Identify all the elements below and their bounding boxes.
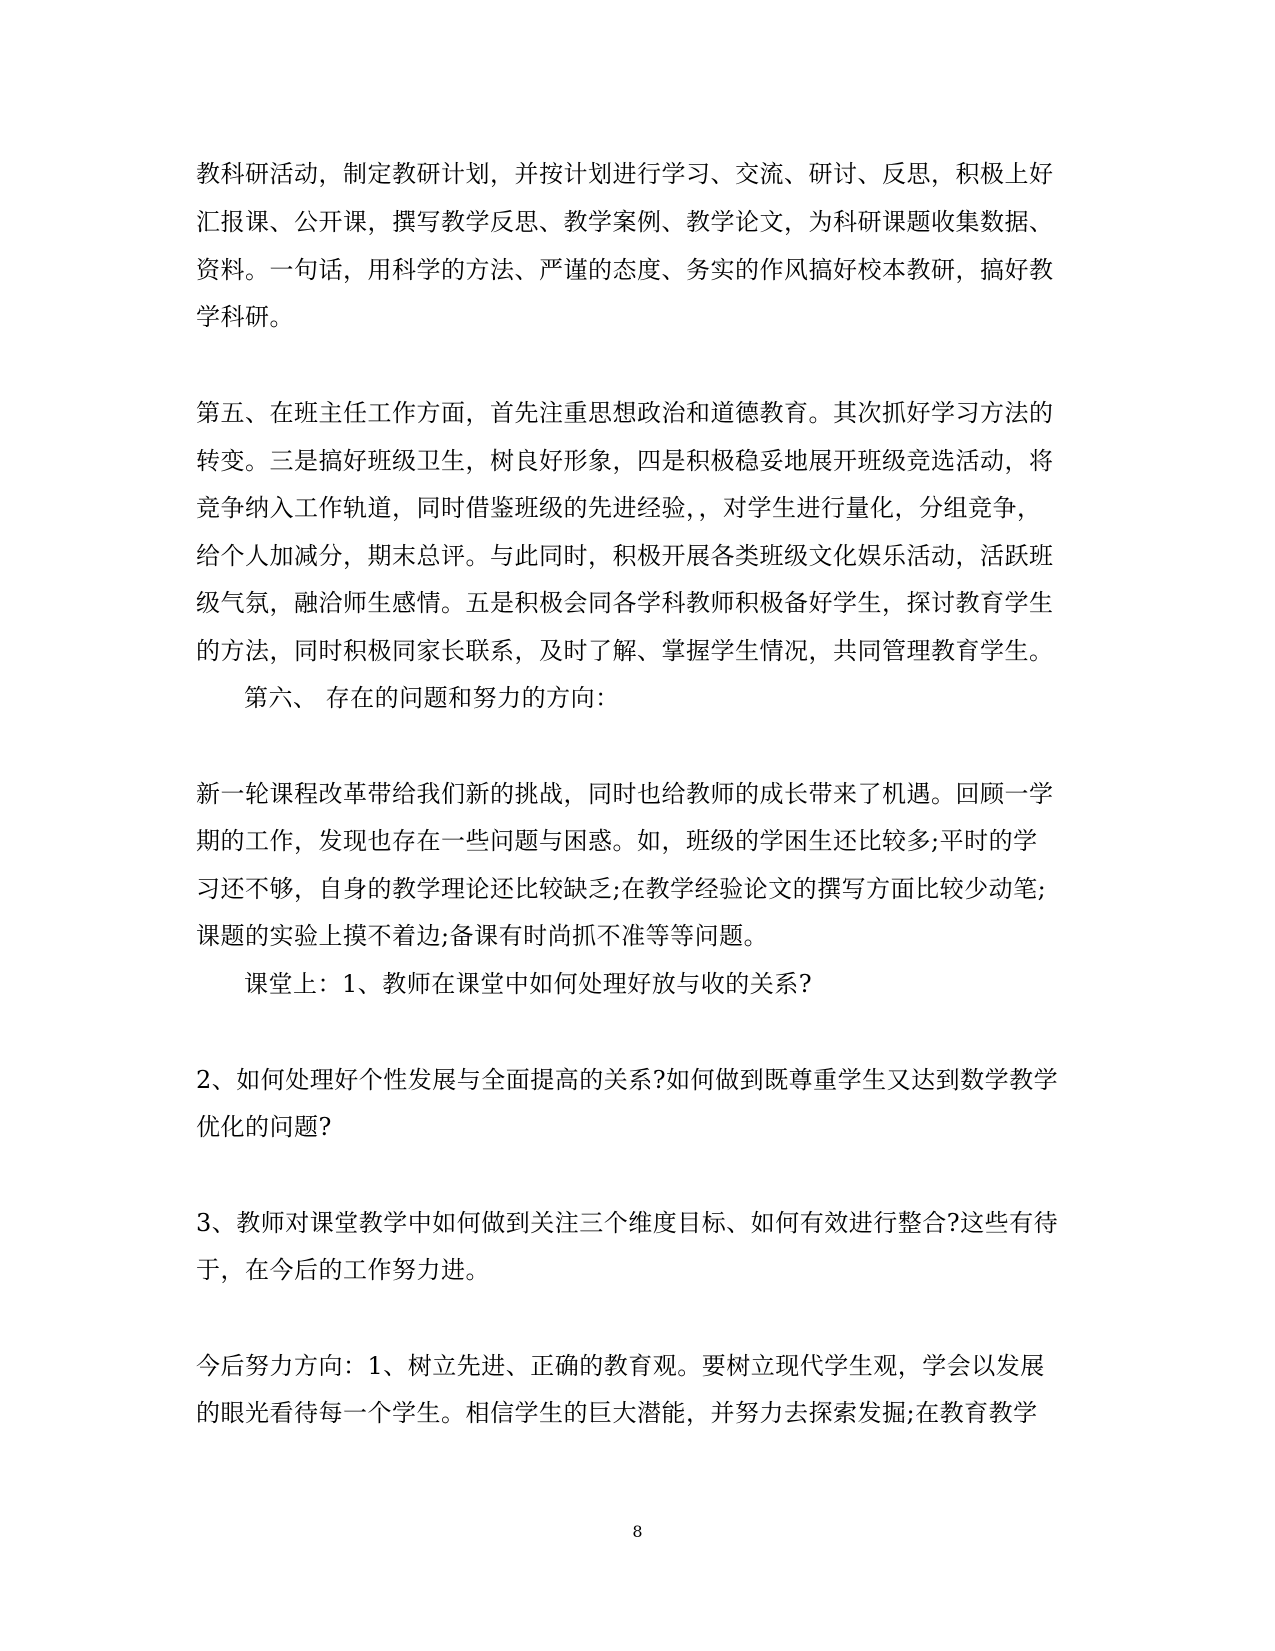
text-line: 给个人加减分，期末总评。与此同时，积极开展各类班级文化娱乐活动，活跃班: [196, 542, 1054, 570]
text-line: 级气氛，融洽师生感情。五是积极会同各学科教师积极备好学生，探讨教育学生: [196, 589, 1054, 617]
text-line: 3、教师对课堂教学中如何做到关注三个维度目标、如何有效进行整合?这些有待: [196, 1209, 1059, 1237]
text-line: 竞争纳入工作轨道，同时借鉴班级的先进经验，，对学生进行量化，分组竞争，: [196, 494, 1042, 522]
text-line: 2、如何处理好个性发展与全面提高的关系?如何做到既尊重学生又达到数学教学: [196, 1066, 1059, 1094]
text-line: 期的工作，发现也存在一些问题与困惑。如，班级的学困生还比较多;平时的学: [196, 827, 1038, 855]
text-line: 学科研。: [196, 303, 294, 331]
text-line: 的方法，同时积极同家长联系，及时了解、掌握学生情况，共同管理教育学生。: [196, 637, 1054, 665]
text-line: 优化的问题?: [196, 1113, 332, 1141]
text-line: 新一轮课程改革带给我们新的挑战，同时也给教师的成长带来了机遇。回顾一学: [196, 780, 1054, 808]
text-line: 转变。三是搞好班级卫生，树良好形象，四是积极稳妥地展开班级竞选活动，将: [196, 447, 1054, 475]
text-line: 于，在今后的工作努力进。: [196, 1256, 490, 1284]
text-line: 习还不够，自身的教学理论还比较缺乏;在教学经验论文的撰写方面比较少动笔;: [196, 875, 1047, 903]
text-line: 第五、在班主任工作方面，首先注重思想政治和道德教育。其次抓好学习方法的: [196, 399, 1054, 427]
text-line: 课题的实验上摸不着边;备课有时尚抓不准等等问题。: [196, 922, 769, 950]
text-line: 汇报课、公开课，撰写教学反思、教学案例、教学论文，为科研课题收集数据、: [196, 208, 1054, 236]
text-line: 今后努力方向：1、树立先进、正确的教育观。要树立现代学生观，学会以发展: [196, 1352, 1045, 1380]
section-heading: 第六、 存在的问题和努力的方向：: [244, 684, 620, 712]
text-line: 教科研活动，制定教研计划，并按计划进行学习、交流、研讨、反思，积极上好: [196, 160, 1054, 188]
text-line: 的眼光看待每一个学生。相信学生的巨大潜能，并努力去探索发掘;在教育教学: [196, 1399, 1038, 1427]
page-number: 8: [632, 1522, 643, 1541]
text-line: 资料。一句话，用科学的方法、严谨的态度、务实的作风搞好校本教研，搞好教: [196, 256, 1054, 284]
text-line: 课堂上：1、教师在课堂中如何处理好放与收的关系?: [244, 970, 813, 998]
